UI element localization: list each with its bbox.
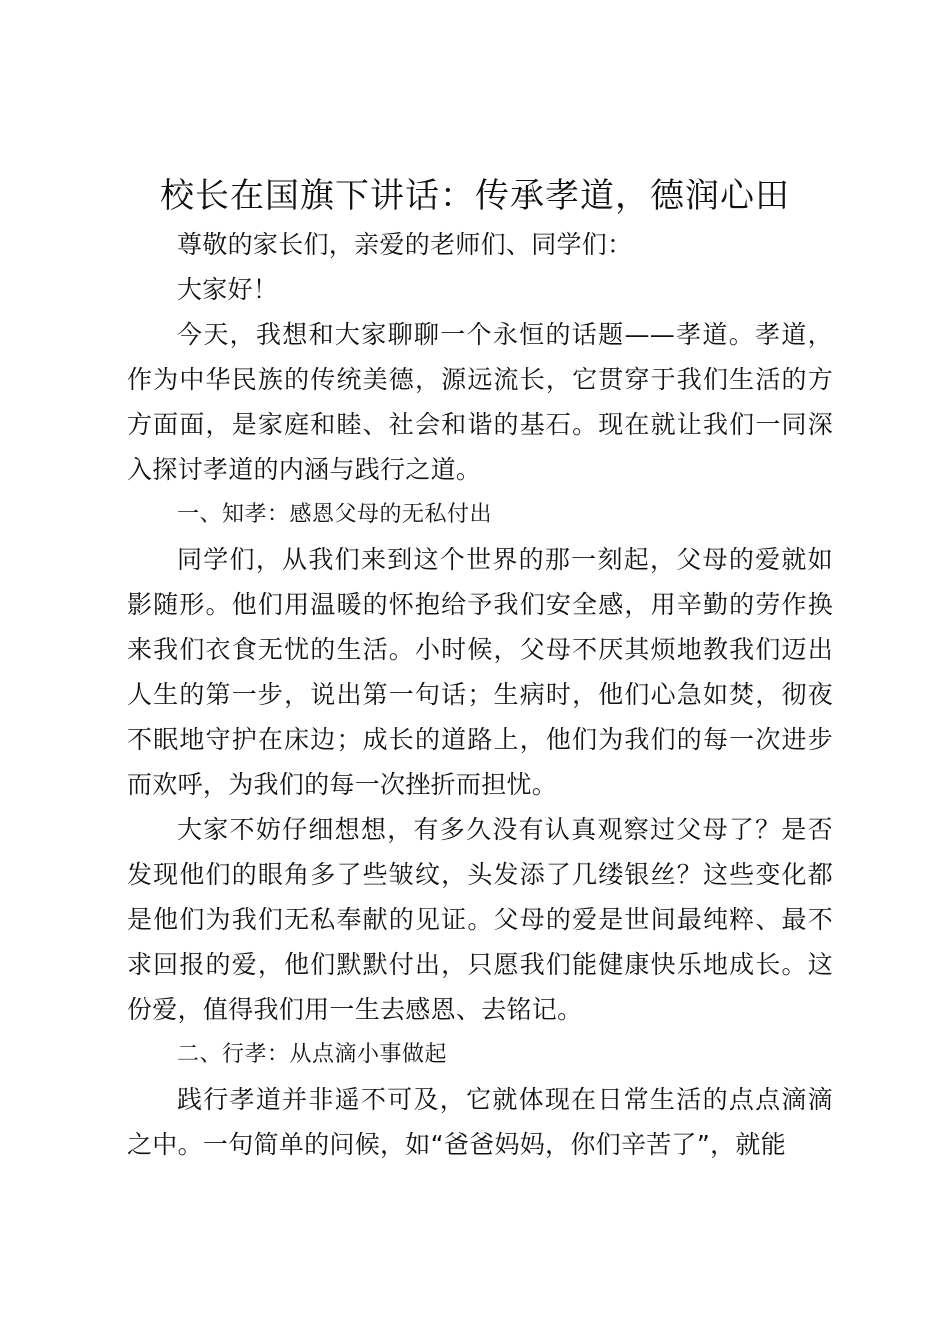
greeting-paragraph: 尊敬的家长们，亲爱的老师们、同学们： bbox=[177, 230, 633, 259]
section-heading-2: 二、行孝：从点滴小事做起 bbox=[177, 1042, 448, 1067]
speech-body bbox=[127, 222, 833, 1167]
hello-paragraph: 大家好！ bbox=[177, 275, 279, 304]
intro-paragraph: 今天，我想和大家聊聊一个永恒的话题——孝道。孝道，作为中华民族的传统美德，源远流长，它贯穿于我们生活的方方面面，是家庭和睦、社会和谐的基石。现在就让我们一同深入探讨孝道的内涵与践行之道。 bbox=[127, 320, 833, 484]
section-heading-1: 一、知孝：感恩父母的无私付出 bbox=[177, 502, 493, 527]
body-paragraph: 同学们，从我们来到这个世界的那一刻起，父母的爱就如影随形。他们用温暖的怀抱给予我们安全感，用辛勤的劳作换来我们衣食无忧的生活。小时候，父母不厌其烦地教我们迈出人生的第一步，说出第一句话；生病时，他们心急如焚，彻夜不眠地守护在床边；成长的道路上，他们为我们的每一次进步而欢呼，为我们的每一次挫折而担忧。 bbox=[127, 545, 833, 799]
page-title: 校长在国旗下讲话：传承孝道，德润心田 bbox=[160, 176, 790, 216]
body-paragraph: 大家不妨仔细想想，有多久没有认真观察过父母了？是否发现他们的眼角多了些皱纹，头发添了几缕银丝？这些变化都是他们为我们无私奉献的见证。父母的爱是世间最纯粹、最不求回报的爱，他们默默付出，只愿我们能健康快乐地成长。这份爱，值得我们用一生去感恩、去铭记。 bbox=[127, 815, 833, 1024]
body-paragraph: 践行孝道并非遥不可及，它就体现在日常生活的点点滴滴之中。一句简单的问候，如“爸爸妈妈，你们辛苦了”，就能 bbox=[127, 1085, 833, 1159]
